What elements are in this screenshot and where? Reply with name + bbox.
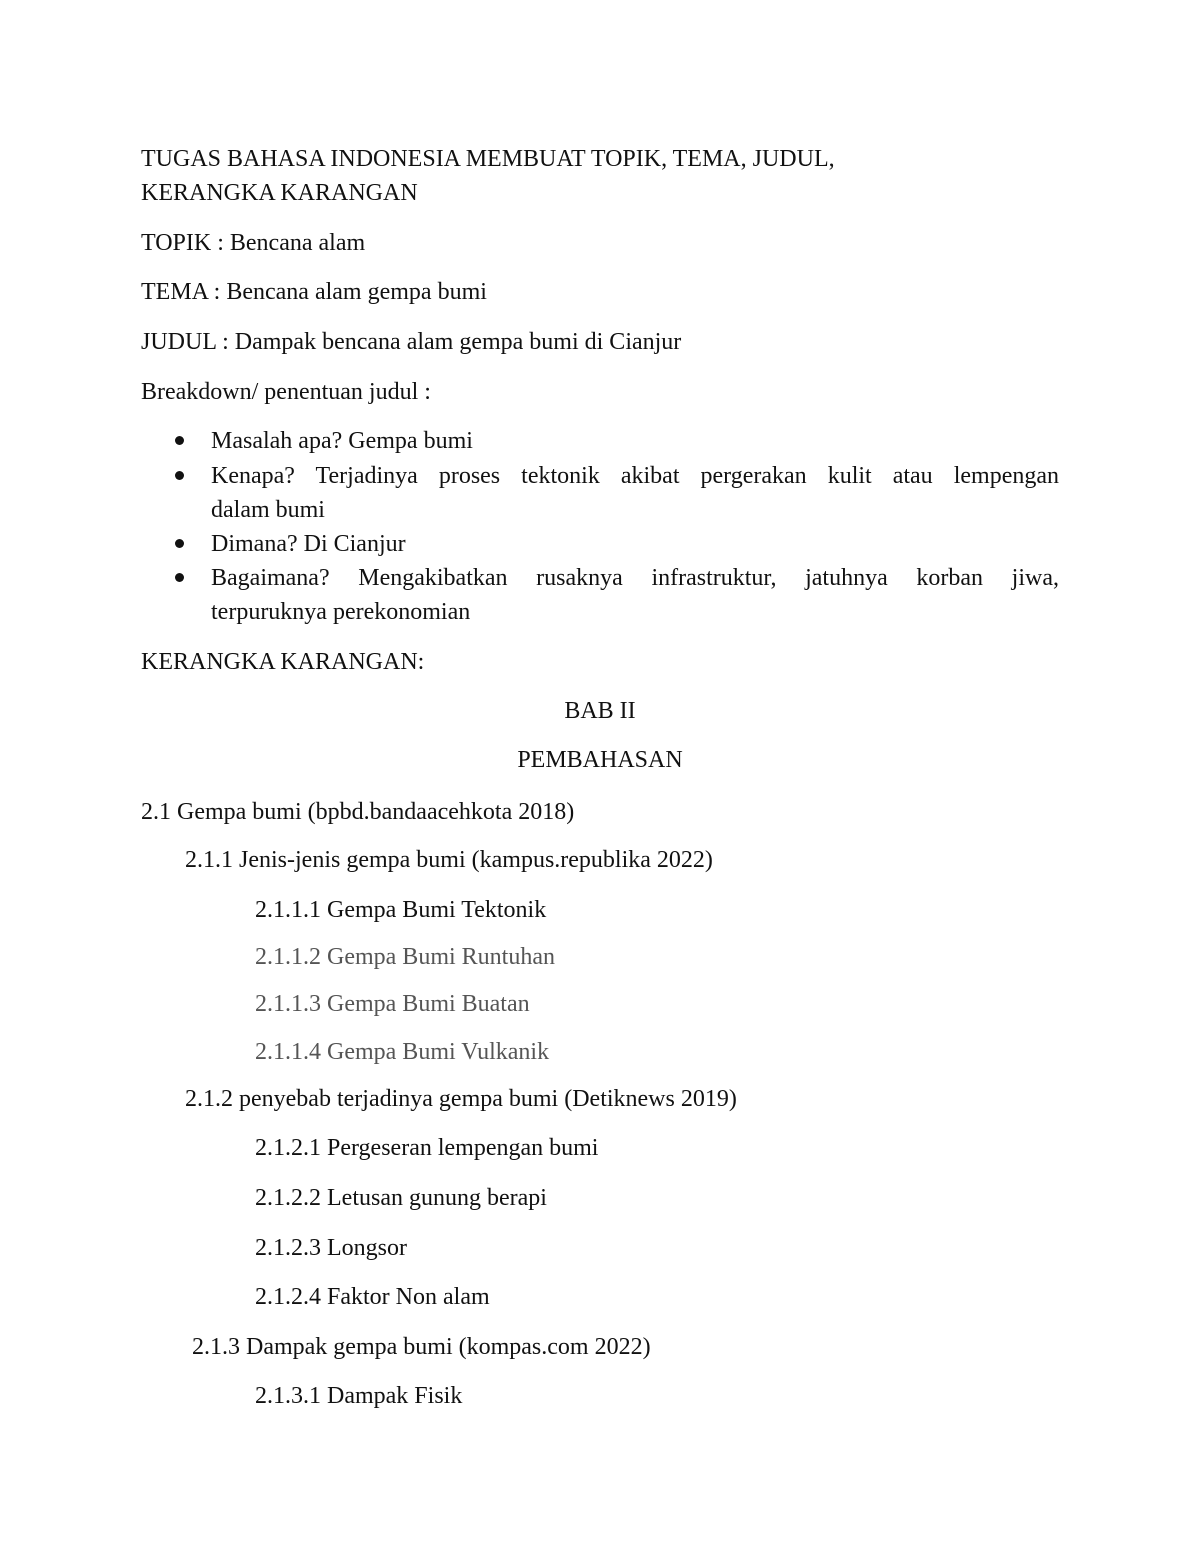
chapter-number: BAB II xyxy=(564,698,636,724)
breakdown-item-2-line1: Kenapa? Terjadinya proses tektonik akibat pergerakan kulit atau lempengan xyxy=(211,463,1059,489)
tema-line: TEMA : Bencana alam gempa bumi xyxy=(141,279,487,305)
topik-line: TOPIK : Bencana alam xyxy=(141,230,366,256)
outline-2-1-2-1: 2.1.2.1 Pergeseran lempengan bumi xyxy=(255,1135,599,1161)
bullet-icon xyxy=(175,573,184,582)
chapter-title: PEMBAHASAN xyxy=(517,747,683,773)
outline-2-1-1-2: 2.1.1.2 Gempa Bumi Runtuhan xyxy=(255,944,555,970)
outline-2-1-2-2: 2.1.2.2 Letusan gunung berapi xyxy=(255,1185,547,1211)
breakdown-item-4-line2: terpuruknya perekonomian xyxy=(211,599,471,625)
outline-2-1-1: 2.1.1 Jenis-jenis gempa bumi (kampus.republika 2022) xyxy=(185,847,713,873)
breakdown-item-3: Dimana? Di Cianjur xyxy=(211,531,406,557)
breakdown-item-2-line2: dalam bumi xyxy=(211,497,325,523)
bullet-icon xyxy=(175,539,184,548)
outline-2-1-1-1: 2.1.1.1 Gempa Bumi Tektonik xyxy=(255,897,547,923)
bullet-icon xyxy=(175,436,184,445)
outline-2-1-2-3: 2.1.2.3 Longsor xyxy=(255,1235,407,1261)
breakdown-item-4-line1: Bagaimana? Mengakibatkan rusaknya infrastruktur, jatuhnya korban jiwa, xyxy=(211,565,1059,591)
outline-2-1-1-3: 2.1.1.3 Gempa Bumi Buatan xyxy=(255,991,530,1017)
judul-line: JUDUL : Dampak bencana alam gempa bumi di Cianjur xyxy=(141,329,682,355)
document-title-line2: KERANGKA KARANGAN xyxy=(141,180,418,206)
outline-2-1-3-1: 2.1.3.1 Dampak Fisik xyxy=(255,1383,463,1409)
outline-2-1-1-4: 2.1.1.4 Gempa Bumi Vulkanik xyxy=(255,1039,550,1065)
breakdown-label: Breakdown/ penentuan judul : xyxy=(141,379,431,405)
bullet-icon xyxy=(175,471,184,480)
outline-2-1: 2.1 Gempa bumi (bpbd.bandaacehkota 2018) xyxy=(141,799,575,825)
document-title-line1: TUGAS BAHASA INDONESIA MEMBUAT TOPIK, TEMA, JUDUL, xyxy=(141,146,835,172)
breakdown-item-1: Masalah apa? Gempa bumi xyxy=(211,428,473,454)
outline-2-1-2-4: 2.1.2.4 Faktor Non alam xyxy=(255,1284,490,1310)
outline-2-1-2: 2.1.2 penyebab terjadinya gempa bumi (Detiknews 2019) xyxy=(185,1086,737,1112)
kerangka-label: KERANGKA KARANGAN: xyxy=(141,649,425,675)
outline-2-1-3: 2.1.3 Dampak gempa bumi (kompas.com 2022) xyxy=(192,1334,651,1360)
